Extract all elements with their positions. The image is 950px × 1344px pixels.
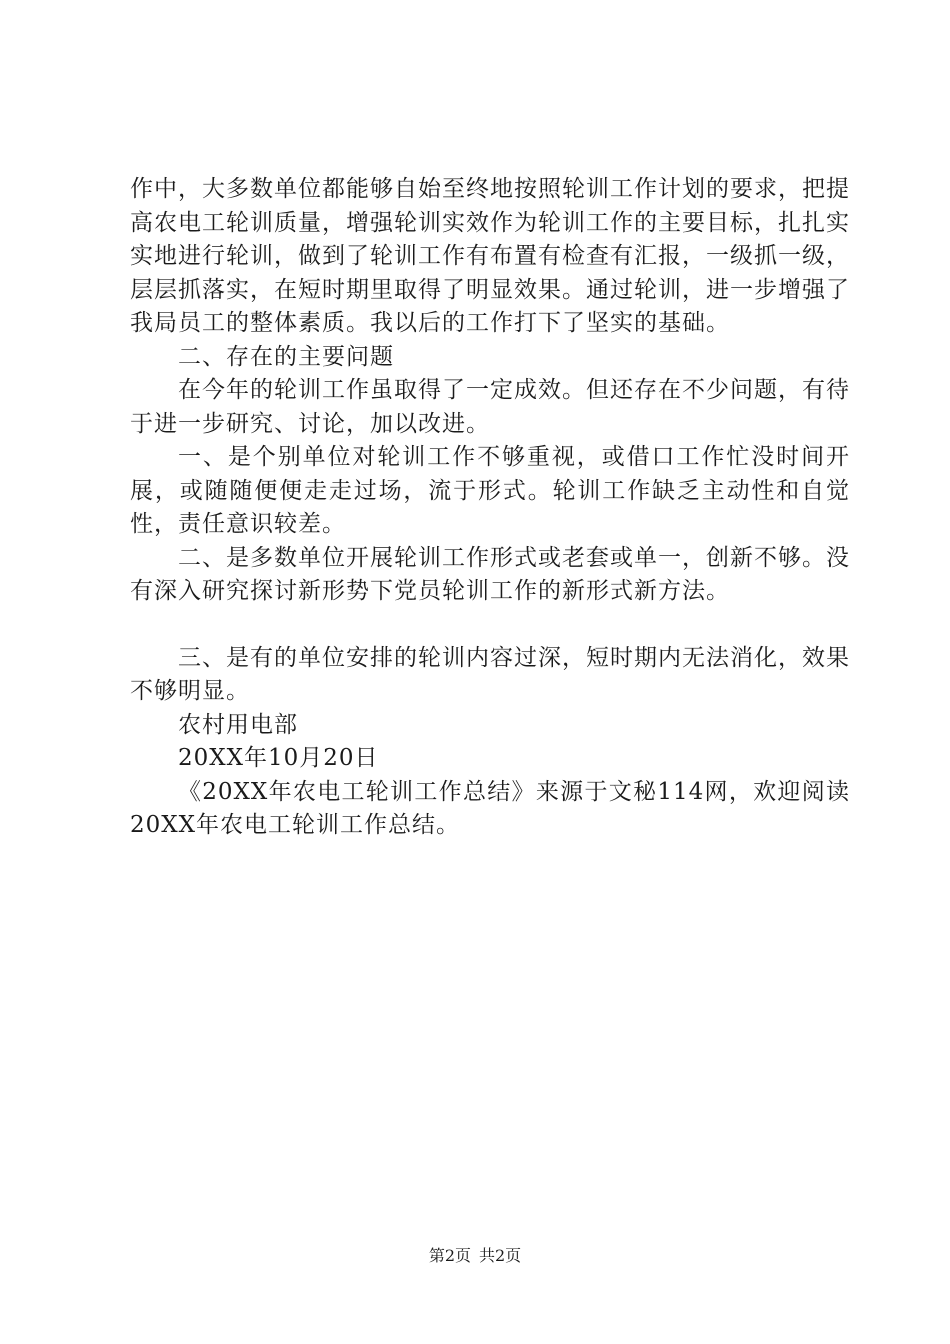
paragraph-problem-three: 三、是有的单位安排的轮训内容过深，短时期内无法消化，效果不够明显。 <box>130 644 850 704</box>
signature-department: 农村用电部 <box>178 711 298 738</box>
paragraph-problems-intro: 在今年的轮训工作虽取得了一定成效。但还存在不少问题，有待于进一步研究、讨论，加以改进。 <box>130 377 850 437</box>
paragraph-continuation: 作中，大多数单位都能够自始至终地按照轮训工作计划的要求，把提高农电工轮训质量，增强轮训实效作为轮训工作的主要目标，扎扎实实地进行轮训，做到了轮训工作有布置有检查有汇报，一级抓一级，层层抓落实，在短时期里取得了明显效果。通过轮训，进一步增强了我局员工的整体素质。我以后的工作打下了坚实的基础。 <box>130 176 850 336</box>
page-number-current: 第2页 <box>428 1246 471 1265</box>
page-footer <box>0 1243 950 1266</box>
document-body <box>130 173 850 843</box>
paragraph-problem-one: 一、是个别单位对轮训工作不够重视，或借口工作忙没时间开展，或随随便便走走过场，流于形式。轮训工作缺乏主动性和自觉性，责任意识较差。 <box>130 444 850 537</box>
paragraph-problem-two: 二、是多数单位开展轮训工作形式或老套或单一，创新不够。没有深入研究探讨新形势下党员轮训工作的新形式新方法。 <box>130 544 850 604</box>
section-heading-problems: 二、存在的主要问题 <box>178 343 394 370</box>
signature-date: 20XX年10月20日 <box>178 745 379 771</box>
paragraph-source-note: 《20XX年农电工轮训工作总结》来源于文秘114网，欢迎阅读20XX年农电工轮训工作总结。 <box>130 778 850 838</box>
page-number-total: 共2页 <box>479 1246 522 1265</box>
